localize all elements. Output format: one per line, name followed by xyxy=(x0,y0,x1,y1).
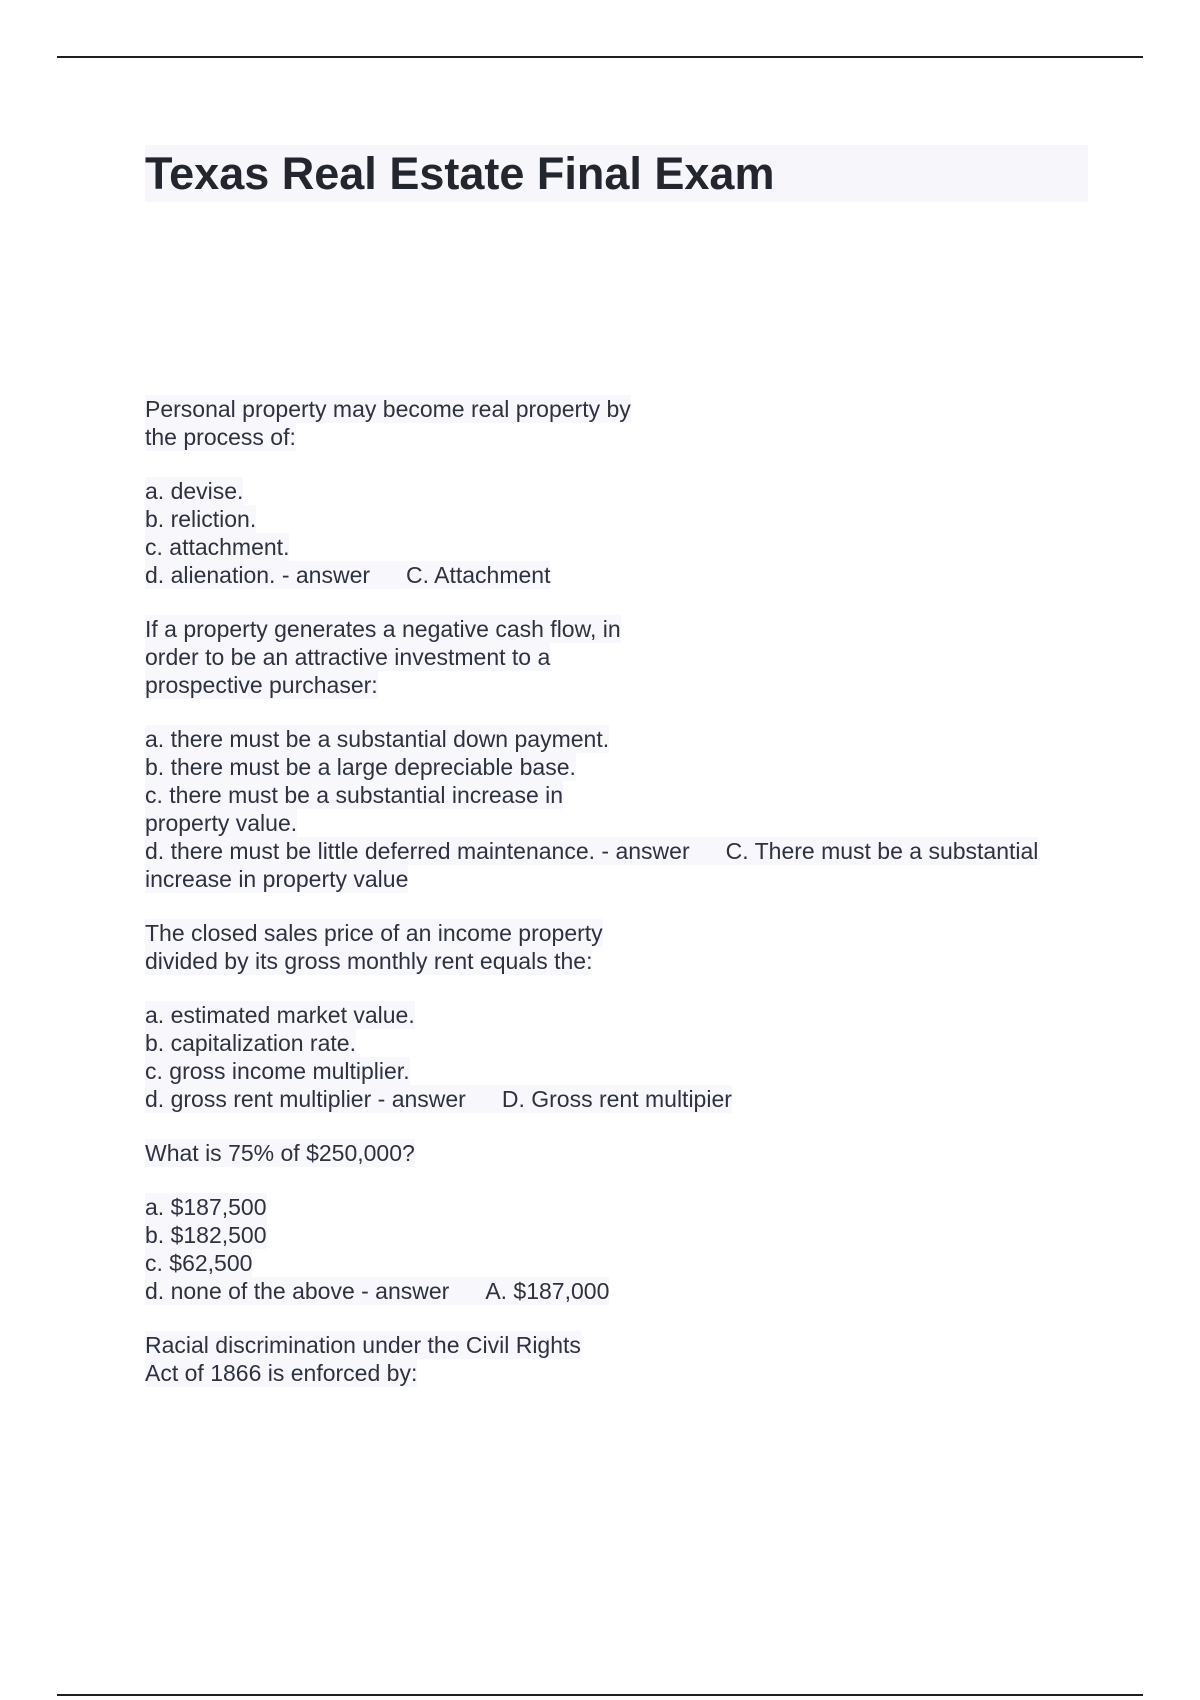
page-title: Texas Real Estate Final Exam xyxy=(145,148,775,199)
answer-option: property value. xyxy=(145,810,298,836)
answer-option: c. attachment. xyxy=(145,534,290,560)
answer-line xyxy=(145,1277,609,1305)
question-text: prospective purchaser: xyxy=(145,672,378,698)
question-text: divided by its gross monthly rent equals the: xyxy=(145,948,593,974)
answer-line xyxy=(145,561,550,589)
answer-line xyxy=(145,1085,732,1113)
answer-option: b. capitalization rate. xyxy=(145,1030,356,1056)
answer-option: d. none of the above - answer xyxy=(145,1278,450,1304)
answer-line xyxy=(145,837,1038,865)
question-text: What is 75% of $250,000? xyxy=(145,1140,415,1166)
document-body xyxy=(145,395,1105,1387)
title-banner xyxy=(145,145,1088,202)
answer-option: a. there must be a substantial down payment. xyxy=(145,726,610,752)
correct-answer: D. Gross rent multipier xyxy=(501,1086,732,1112)
question-text: If a property generates a negative cash flow, in xyxy=(145,616,621,642)
question-block xyxy=(145,919,1105,1113)
correct-answer: C. Attachment xyxy=(406,562,551,588)
question-text: the process of: xyxy=(145,424,296,450)
answer-option: d. alienation. - answer xyxy=(145,562,371,588)
bottom-rule xyxy=(57,1694,1143,1696)
answer-option: a. devise. xyxy=(145,478,244,504)
answer-option: a. $187,500 xyxy=(145,1194,267,1220)
correct-answer: C. There must be a substantial xyxy=(725,838,1039,864)
question-block xyxy=(145,395,1105,589)
answer-option: b. reliction. xyxy=(145,506,257,532)
answer-option: b. there must be a large depreciable base. xyxy=(145,754,576,780)
question-text: Personal property may become real property by xyxy=(145,396,631,422)
question-text: Act of 1866 is enforced by: xyxy=(145,1360,418,1386)
question-block xyxy=(145,1331,1105,1387)
question-block xyxy=(145,615,1105,893)
answer-option: c. $62,500 xyxy=(145,1250,253,1276)
question-block xyxy=(145,1139,1105,1305)
question-text: The closed sales price of an income property xyxy=(145,920,603,946)
answer-option: b. $182,500 xyxy=(145,1222,267,1248)
answer-option: c. gross income multiplier. xyxy=(145,1058,410,1084)
correct-answer: A. $187,000 xyxy=(485,1278,610,1304)
question-text: Racial discrimination under the Civil Rights xyxy=(145,1332,581,1358)
answer-option: d. there must be little deferred maintenance. - answer xyxy=(145,838,690,864)
answer-option: c. there must be a substantial increase in xyxy=(145,782,564,808)
correct-answer-continued: increase in property value xyxy=(145,866,409,892)
answer-option: a. estimated market value. xyxy=(145,1002,415,1028)
answer-option: d. gross rent multiplier - answer xyxy=(145,1086,466,1112)
top-rule xyxy=(57,56,1143,58)
question-text: order to be an attractive investment to a xyxy=(145,644,551,670)
